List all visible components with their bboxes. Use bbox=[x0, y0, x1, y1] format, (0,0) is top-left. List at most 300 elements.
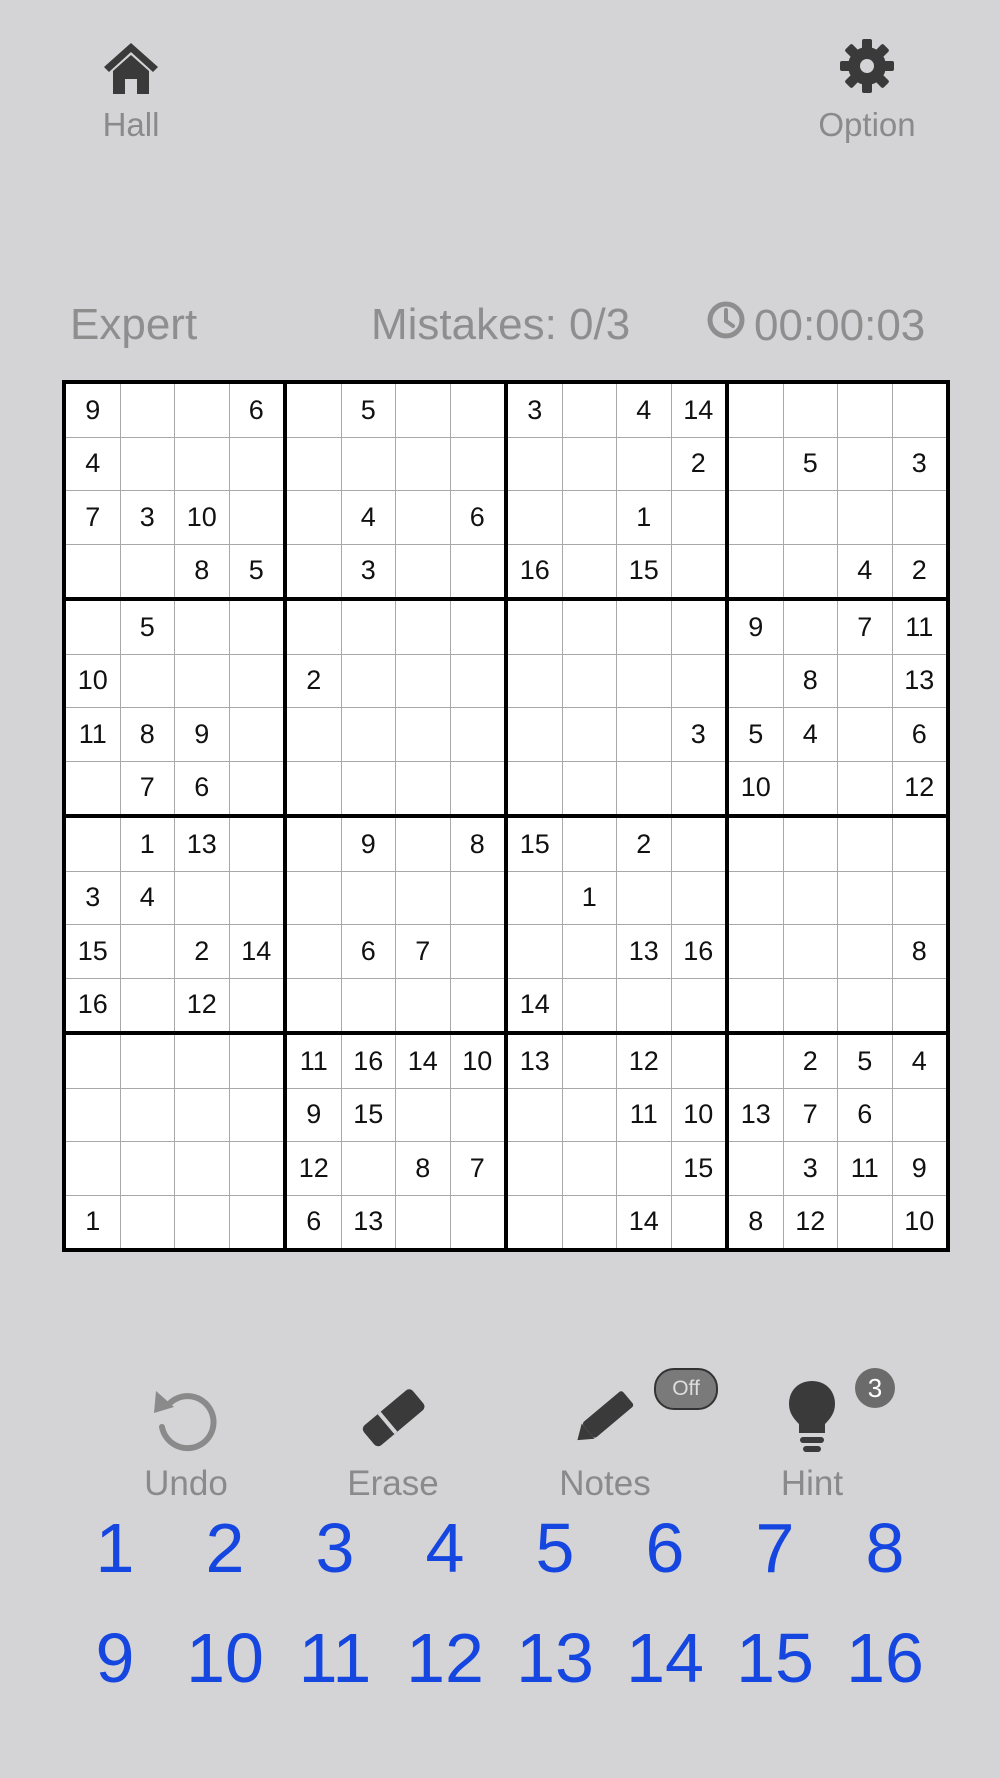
board-cell[interactable] bbox=[120, 925, 175, 979]
board-cell[interactable]: 4 bbox=[64, 437, 120, 491]
board-cell[interactable]: 13 bbox=[617, 925, 672, 979]
board-cell[interactable] bbox=[396, 599, 451, 654]
board-cell[interactable] bbox=[671, 761, 727, 816]
board-cell[interactable] bbox=[450, 1088, 506, 1142]
eraser-icon bbox=[355, 1379, 431, 1460]
board-cell[interactable]: 5 bbox=[341, 382, 396, 437]
gear-icon bbox=[838, 37, 896, 100]
board-cell[interactable] bbox=[229, 437, 285, 491]
board-cell[interactable]: 6 bbox=[341, 925, 396, 979]
board-cell[interactable] bbox=[506, 437, 562, 491]
number-key[interactable]: 9 bbox=[95, 1619, 135, 1697]
board-cell[interactable] bbox=[562, 491, 617, 545]
board-cell[interactable] bbox=[396, 978, 451, 1033]
number-key[interactable]: 15 bbox=[736, 1619, 814, 1697]
board-cell[interactable]: 1 bbox=[562, 871, 617, 925]
board-cell[interactable] bbox=[671, 1033, 727, 1088]
board-cell[interactable]: 8 bbox=[175, 544, 230, 599]
board-cell[interactable] bbox=[229, 599, 285, 654]
board-cell[interactable]: 3 bbox=[671, 708, 727, 762]
board-cell[interactable] bbox=[892, 1088, 948, 1142]
board-cell[interactable]: 4 bbox=[838, 544, 893, 599]
board-cell[interactable] bbox=[617, 437, 672, 491]
board-cell[interactable] bbox=[450, 544, 506, 599]
board-cell[interactable]: 8 bbox=[120, 708, 175, 762]
board-cell[interactable]: 8 bbox=[727, 1195, 783, 1250]
board-cell[interactable] bbox=[671, 491, 727, 545]
board-cell[interactable]: 5 bbox=[838, 1033, 893, 1088]
board-cell[interactable] bbox=[727, 654, 783, 708]
board-cell[interactable]: 7 bbox=[450, 1142, 506, 1196]
board-cell[interactable] bbox=[175, 1142, 230, 1196]
board-cell[interactable]: 2 bbox=[783, 1033, 838, 1088]
board-cell[interactable]: 9 bbox=[341, 816, 396, 871]
number-key[interactable]: 8 bbox=[865, 1509, 905, 1587]
board-cell[interactable] bbox=[671, 871, 727, 925]
board-cell[interactable]: 3 bbox=[64, 871, 120, 925]
board-cell[interactable]: 3 bbox=[783, 1142, 838, 1196]
board-cell[interactable]: 12 bbox=[175, 978, 230, 1033]
board-cell[interactable] bbox=[229, 761, 285, 816]
board-cell[interactable] bbox=[562, 1033, 617, 1088]
board-row bbox=[64, 437, 948, 491]
board-cell[interactable] bbox=[285, 491, 341, 545]
board-cell[interactable]: 7 bbox=[64, 491, 120, 545]
board-cell[interactable] bbox=[838, 1195, 893, 1250]
board-cell[interactable] bbox=[838, 708, 893, 762]
board-cell[interactable]: 16 bbox=[671, 925, 727, 979]
board-cell[interactable] bbox=[175, 382, 230, 437]
board-cell[interactable] bbox=[506, 654, 562, 708]
board-cell[interactable]: 13 bbox=[892, 654, 948, 708]
board-cell[interactable] bbox=[285, 925, 341, 979]
board-cell[interactable] bbox=[229, 708, 285, 762]
board-cell[interactable] bbox=[727, 382, 783, 437]
number-key[interactable]: 10 bbox=[186, 1619, 264, 1697]
board-cell[interactable] bbox=[396, 1195, 451, 1250]
board-cell[interactable] bbox=[450, 382, 506, 437]
board-cell[interactable] bbox=[285, 816, 341, 871]
board-cell[interactable]: 11 bbox=[64, 708, 120, 762]
board-cell[interactable]: 11 bbox=[285, 1033, 341, 1088]
board-cell[interactable] bbox=[229, 816, 285, 871]
board-cell[interactable]: 5 bbox=[229, 544, 285, 599]
board-cell[interactable] bbox=[120, 382, 175, 437]
board-cell[interactable]: 12 bbox=[285, 1142, 341, 1196]
board-cell[interactable] bbox=[396, 382, 451, 437]
option-button[interactable] bbox=[797, 40, 937, 144]
board-cell[interactable] bbox=[175, 871, 230, 925]
board-cell[interactable] bbox=[892, 491, 948, 545]
board-cell[interactable] bbox=[783, 382, 838, 437]
board-cell[interactable] bbox=[617, 1142, 672, 1196]
board-cell[interactable]: 13 bbox=[175, 816, 230, 871]
board-cell[interactable] bbox=[396, 761, 451, 816]
board-cell[interactable] bbox=[727, 978, 783, 1033]
board-cell[interactable] bbox=[450, 437, 506, 491]
board-cell[interactable] bbox=[562, 925, 617, 979]
board-row bbox=[64, 761, 948, 816]
board-cell[interactable] bbox=[175, 1033, 230, 1088]
board-cell[interactable] bbox=[562, 437, 617, 491]
board-cell[interactable]: 10 bbox=[64, 654, 120, 708]
board-cell[interactable] bbox=[617, 871, 672, 925]
board-cell[interactable] bbox=[562, 816, 617, 871]
board-cell[interactable] bbox=[617, 654, 672, 708]
board-cell[interactable]: 3 bbox=[892, 437, 948, 491]
number-key[interactable]: 6 bbox=[645, 1509, 685, 1587]
board-cell[interactable]: 13 bbox=[727, 1088, 783, 1142]
board-cell[interactable] bbox=[617, 708, 672, 762]
board-cell[interactable] bbox=[341, 654, 396, 708]
notes-button[interactable] bbox=[530, 1370, 700, 1504]
board-cell[interactable] bbox=[783, 871, 838, 925]
board-cell[interactable]: 2 bbox=[892, 544, 948, 599]
erase-button[interactable] bbox=[318, 1370, 468, 1504]
board-cell[interactable] bbox=[229, 1088, 285, 1142]
board-cell[interactable] bbox=[838, 491, 893, 545]
board-cell[interactable] bbox=[285, 382, 341, 437]
board-cell[interactable]: 2 bbox=[671, 437, 727, 491]
board-cell[interactable] bbox=[562, 599, 617, 654]
board-row bbox=[64, 491, 948, 545]
number-key[interactable]: 12 bbox=[406, 1619, 484, 1697]
board-cell[interactable]: 6 bbox=[229, 382, 285, 437]
timer-value: 00:00:03 bbox=[754, 300, 926, 350]
clock-icon bbox=[706, 300, 746, 351]
board-cell[interactable] bbox=[450, 654, 506, 708]
board-cell[interactable]: 7 bbox=[783, 1088, 838, 1142]
board-cell[interactable] bbox=[64, 1033, 120, 1088]
board-cell[interactable] bbox=[285, 761, 341, 816]
board-cell[interactable]: 14 bbox=[617, 1195, 672, 1250]
board-cell[interactable] bbox=[396, 654, 451, 708]
board-cell[interactable] bbox=[562, 761, 617, 816]
board-cell[interactable]: 1 bbox=[617, 491, 672, 545]
board-cell[interactable]: 11 bbox=[838, 1142, 893, 1196]
board-cell[interactable] bbox=[285, 544, 341, 599]
board-cell[interactable] bbox=[450, 871, 506, 925]
board-cell[interactable]: 6 bbox=[892, 708, 948, 762]
board-cell[interactable] bbox=[175, 599, 230, 654]
board-cell[interactable] bbox=[506, 708, 562, 762]
board-cell[interactable] bbox=[562, 1142, 617, 1196]
board-cell[interactable] bbox=[838, 654, 893, 708]
board-cell[interactable]: 10 bbox=[450, 1033, 506, 1088]
sudoku-board bbox=[62, 380, 950, 1252]
board-cell[interactable] bbox=[396, 708, 451, 762]
board-cell[interactable] bbox=[727, 1142, 783, 1196]
number-key[interactable]: 16 bbox=[846, 1619, 924, 1697]
board-cell[interactable] bbox=[396, 871, 451, 925]
board-cell[interactable]: 14 bbox=[671, 382, 727, 437]
board-cell[interactable]: 4 bbox=[617, 382, 672, 437]
board-cell[interactable] bbox=[285, 437, 341, 491]
hint-button[interactable] bbox=[737, 1370, 887, 1504]
board-cell[interactable] bbox=[229, 1142, 285, 1196]
numpad-row-2 bbox=[60, 1618, 940, 1698]
board-cell[interactable] bbox=[892, 871, 948, 925]
board-row bbox=[64, 816, 948, 871]
board-cell[interactable] bbox=[838, 816, 893, 871]
board-cell[interactable] bbox=[229, 654, 285, 708]
board-cell[interactable] bbox=[120, 654, 175, 708]
board-cell[interactable]: 9 bbox=[64, 382, 120, 437]
board-cell[interactable] bbox=[341, 437, 396, 491]
board-cell[interactable]: 6 bbox=[450, 491, 506, 545]
board-cell[interactable] bbox=[120, 544, 175, 599]
board-cell[interactable] bbox=[562, 978, 617, 1033]
board-cell[interactable]: 3 bbox=[341, 544, 396, 599]
board-cell[interactable] bbox=[617, 761, 672, 816]
board-cell[interactable] bbox=[450, 925, 506, 979]
board-row bbox=[64, 544, 948, 599]
board-cell[interactable] bbox=[120, 437, 175, 491]
board-cell[interactable] bbox=[396, 1088, 451, 1142]
board-cell[interactable] bbox=[120, 1033, 175, 1088]
board-cell[interactable] bbox=[450, 599, 506, 654]
board-cell[interactable] bbox=[506, 761, 562, 816]
board-cell[interactable]: 13 bbox=[341, 1195, 396, 1250]
board-cell[interactable] bbox=[727, 544, 783, 599]
board-cell[interactable] bbox=[229, 978, 285, 1033]
board-cell[interactable]: 2 bbox=[617, 816, 672, 871]
board-cell[interactable]: 7 bbox=[838, 599, 893, 654]
board-cell[interactable]: 9 bbox=[892, 1142, 948, 1196]
board-cell[interactable] bbox=[671, 654, 727, 708]
board-cell[interactable] bbox=[229, 1195, 285, 1250]
board-cell[interactable] bbox=[285, 978, 341, 1033]
board-cell[interactable]: 9 bbox=[727, 599, 783, 654]
board-cell[interactable]: 12 bbox=[783, 1195, 838, 1250]
board-cell[interactable]: 1 bbox=[64, 1195, 120, 1250]
board-cell[interactable]: 10 bbox=[892, 1195, 948, 1250]
board-cell[interactable] bbox=[396, 437, 451, 491]
board-cell[interactable]: 15 bbox=[671, 1142, 727, 1196]
board-cell[interactable]: 5 bbox=[727, 708, 783, 762]
number-key[interactable]: 2 bbox=[205, 1509, 245, 1587]
board-cell[interactable]: 12 bbox=[892, 761, 948, 816]
number-key[interactable]: 4 bbox=[425, 1509, 465, 1587]
board-cell[interactable] bbox=[506, 491, 562, 545]
board-cell[interactable] bbox=[120, 1195, 175, 1250]
board-cell[interactable] bbox=[396, 491, 451, 545]
board-cell[interactable]: 7 bbox=[120, 761, 175, 816]
board-cell[interactable]: 2 bbox=[175, 925, 230, 979]
board-cell[interactable]: 15 bbox=[617, 544, 672, 599]
board-cell[interactable]: 9 bbox=[175, 708, 230, 762]
board-cell[interactable]: 5 bbox=[120, 599, 175, 654]
board-cell[interactable] bbox=[506, 1195, 562, 1250]
board-cell[interactable] bbox=[120, 1088, 175, 1142]
board-cell[interactable] bbox=[175, 437, 230, 491]
board-cell[interactable]: 5 bbox=[783, 437, 838, 491]
board-cell[interactable] bbox=[671, 978, 727, 1033]
board-cell[interactable]: 4 bbox=[341, 491, 396, 545]
difficulty-label: Expert bbox=[70, 300, 198, 349]
board-cell[interactable] bbox=[64, 761, 120, 816]
board-row bbox=[64, 1088, 948, 1142]
board-cell[interactable] bbox=[229, 871, 285, 925]
board-cell[interactable] bbox=[175, 1195, 230, 1250]
number-key[interactable]: 7 bbox=[755, 1509, 795, 1587]
board-cell[interactable] bbox=[506, 925, 562, 979]
board-cell[interactable]: 14 bbox=[506, 978, 562, 1033]
number-key[interactable]: 1 bbox=[95, 1509, 135, 1587]
board-cell[interactable] bbox=[229, 491, 285, 545]
number-key[interactable]: 13 bbox=[516, 1619, 594, 1697]
board-cell[interactable] bbox=[64, 599, 120, 654]
lightbulb-icon bbox=[787, 1379, 837, 1460]
board-cell[interactable]: 8 bbox=[450, 816, 506, 871]
board-cell[interactable]: 11 bbox=[892, 599, 948, 654]
board-cell[interactable] bbox=[783, 978, 838, 1033]
board-cell[interactable] bbox=[285, 599, 341, 654]
board-cell[interactable]: 16 bbox=[506, 544, 562, 599]
board-cell[interactable] bbox=[341, 708, 396, 762]
board-cell[interactable] bbox=[892, 382, 948, 437]
board-row bbox=[64, 1142, 948, 1196]
number-key[interactable]: 11 bbox=[298, 1619, 372, 1697]
board-cell[interactable]: 15 bbox=[64, 925, 120, 979]
board-cell[interactable]: 3 bbox=[120, 491, 175, 545]
board-cell[interactable] bbox=[671, 1195, 727, 1250]
board-cell[interactable] bbox=[285, 871, 341, 925]
board-cell[interactable] bbox=[783, 761, 838, 816]
board-cell[interactable] bbox=[838, 871, 893, 925]
board-cell[interactable]: 15 bbox=[341, 1088, 396, 1142]
board-cell[interactable] bbox=[562, 654, 617, 708]
erase-label: Erase bbox=[347, 1464, 439, 1503]
board-cell[interactable]: 1 bbox=[120, 816, 175, 871]
board-cell[interactable] bbox=[506, 1088, 562, 1142]
board-cell[interactable] bbox=[838, 761, 893, 816]
board-cell[interactable] bbox=[120, 978, 175, 1033]
board-cell[interactable] bbox=[562, 544, 617, 599]
board-cell[interactable]: 6 bbox=[838, 1088, 893, 1142]
board-cell[interactable] bbox=[671, 816, 727, 871]
board-cell[interactable] bbox=[727, 1033, 783, 1088]
board-cell[interactable] bbox=[727, 925, 783, 979]
board-cell[interactable] bbox=[617, 978, 672, 1033]
board-cell[interactable] bbox=[783, 544, 838, 599]
board-cell[interactable] bbox=[838, 437, 893, 491]
board-cell[interactable] bbox=[450, 1195, 506, 1250]
board-cell[interactable]: 16 bbox=[64, 978, 120, 1033]
board-cell[interactable] bbox=[727, 491, 783, 545]
board-cell[interactable] bbox=[450, 708, 506, 762]
board-cell[interactable] bbox=[64, 816, 120, 871]
board-cell[interactable]: 2 bbox=[285, 654, 341, 708]
board-cell[interactable]: 6 bbox=[285, 1195, 341, 1250]
board-cell[interactable] bbox=[396, 544, 451, 599]
board-cell[interactable]: 16 bbox=[341, 1033, 396, 1088]
board-cell[interactable] bbox=[838, 925, 893, 979]
board-cell[interactable]: 4 bbox=[120, 871, 175, 925]
board-cell[interactable] bbox=[617, 599, 672, 654]
board-cell[interactable] bbox=[562, 1195, 617, 1250]
board-cell[interactable] bbox=[671, 599, 727, 654]
board-cell[interactable] bbox=[506, 599, 562, 654]
board-cell[interactable] bbox=[892, 816, 948, 871]
board-cell[interactable] bbox=[341, 871, 396, 925]
board-cell[interactable]: 12 bbox=[617, 1033, 672, 1088]
undo-button[interactable] bbox=[111, 1370, 261, 1504]
numpad-row-1 bbox=[60, 1508, 940, 1588]
board-cell[interactable] bbox=[64, 544, 120, 599]
option-label: Option bbox=[818, 106, 916, 143]
board-cell[interactable]: 11 bbox=[617, 1088, 672, 1142]
board-cell[interactable] bbox=[783, 491, 838, 545]
board-cell[interactable] bbox=[64, 1142, 120, 1196]
board-cell[interactable]: 10 bbox=[175, 491, 230, 545]
board-cell[interactable]: 10 bbox=[727, 761, 783, 816]
board-cell[interactable] bbox=[120, 1142, 175, 1196]
hall-button[interactable] bbox=[61, 40, 201, 144]
home-icon bbox=[102, 41, 160, 100]
board-cell[interactable]: 8 bbox=[783, 654, 838, 708]
board-cell[interactable] bbox=[783, 816, 838, 871]
board-cell[interactable] bbox=[285, 708, 341, 762]
board-cell[interactable] bbox=[562, 1088, 617, 1142]
board-cell[interactable] bbox=[727, 437, 783, 491]
board-cell[interactable] bbox=[175, 1088, 230, 1142]
number-key[interactable]: 14 bbox=[626, 1619, 704, 1697]
board-cell[interactable] bbox=[671, 544, 727, 599]
board-cell[interactable] bbox=[783, 599, 838, 654]
board-cell[interactable] bbox=[341, 1142, 396, 1196]
number-key[interactable]: 5 bbox=[535, 1509, 575, 1587]
board-cell[interactable] bbox=[229, 1033, 285, 1088]
board-cell[interactable] bbox=[341, 978, 396, 1033]
board-cell[interactable]: 7 bbox=[396, 925, 451, 979]
board-cell[interactable] bbox=[892, 978, 948, 1033]
board-cell[interactable]: 6 bbox=[175, 761, 230, 816]
board-cell[interactable] bbox=[450, 761, 506, 816]
board-cell[interactable] bbox=[175, 654, 230, 708]
board-cell[interactable] bbox=[341, 599, 396, 654]
board-cell[interactable]: 4 bbox=[783, 708, 838, 762]
number-key[interactable]: 3 bbox=[315, 1509, 355, 1587]
board-cell[interactable]: 14 bbox=[396, 1033, 451, 1088]
board-cell[interactable] bbox=[396, 816, 451, 871]
board-cell[interactable]: 8 bbox=[396, 1142, 451, 1196]
board-cell[interactable]: 13 bbox=[506, 1033, 562, 1088]
board-cell[interactable] bbox=[562, 382, 617, 437]
board-row bbox=[64, 599, 948, 654]
board-cell[interactable]: 4 bbox=[892, 1033, 948, 1088]
board-cell[interactable] bbox=[727, 871, 783, 925]
board-cell[interactable]: 10 bbox=[671, 1088, 727, 1142]
board-cell[interactable] bbox=[838, 382, 893, 437]
board-cell[interactable]: 8 bbox=[892, 925, 948, 979]
board-row bbox=[64, 925, 948, 979]
board-cell[interactable] bbox=[727, 816, 783, 871]
board-cell[interactable]: 14 bbox=[229, 925, 285, 979]
board-cell[interactable] bbox=[562, 708, 617, 762]
board-cell[interactable] bbox=[506, 1142, 562, 1196]
board-cell[interactable] bbox=[64, 1088, 120, 1142]
board-cell[interactable] bbox=[838, 978, 893, 1033]
board-cell[interactable] bbox=[341, 761, 396, 816]
board-cell[interactable] bbox=[783, 925, 838, 979]
timer bbox=[706, 300, 925, 351]
board-cell[interactable] bbox=[450, 978, 506, 1033]
board-cell[interactable]: 3 bbox=[506, 382, 562, 437]
board-cell[interactable] bbox=[506, 871, 562, 925]
board-cell[interactable]: 15 bbox=[506, 816, 562, 871]
board-cell[interactable]: 9 bbox=[285, 1088, 341, 1142]
